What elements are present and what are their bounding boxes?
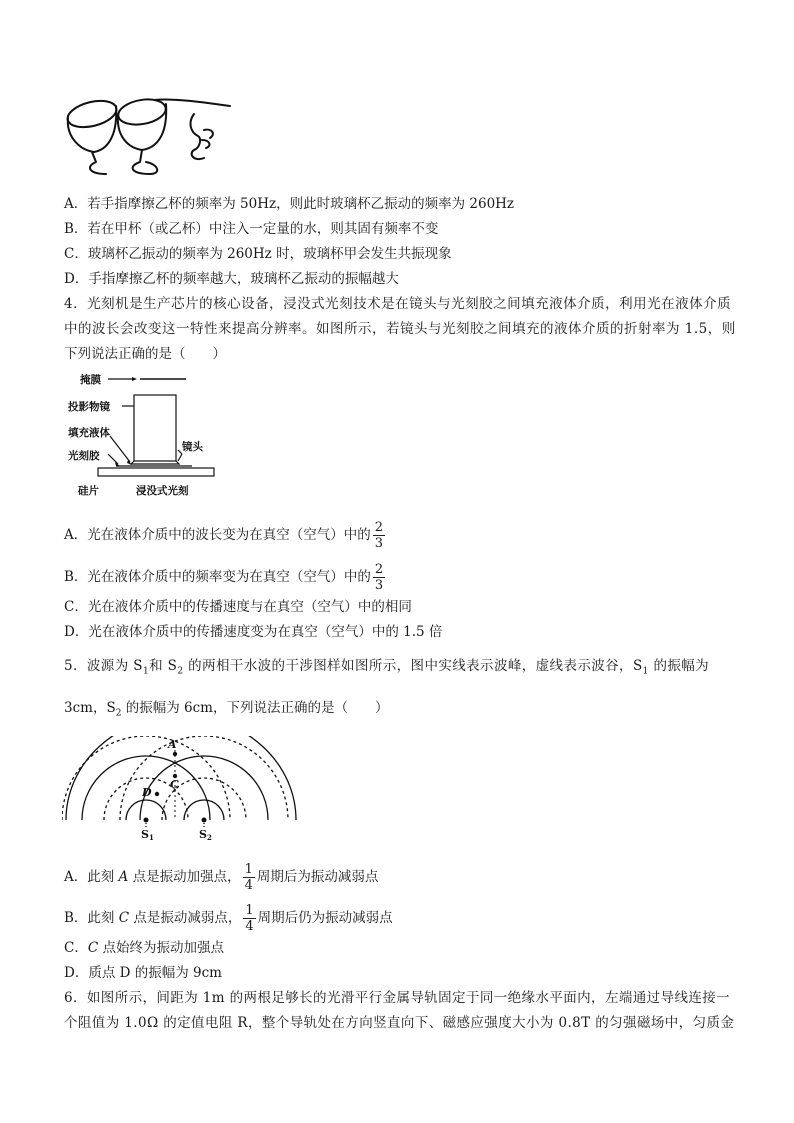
q5-option-c (64, 938, 224, 958)
q3-option-a: A．若手指摩擦乙杯的频率为 50Hz，则此时玻璃杯乙振动的频率为 260Hz (64, 196, 515, 212)
q6-stem-line2: 个阻值为 1.0Ω 的定值电阻 R，整个导轨处在方向竖直向下、磁感应强度大小为 0.8T 的匀强磁场中，匀质金 (64, 1015, 735, 1031)
q6-stem-line1: 6．如图所示，间距为 1m 的两根足够长的光滑平行金属导轨固定于同一绝缘水平面内，左端通过导线连接一 (64, 990, 731, 1006)
glasses-figure (62, 92, 232, 182)
q5-stem-part: 3cm，S (64, 700, 116, 716)
interference-figure (62, 736, 302, 846)
q3-option-c: C．玻璃杯乙振动的频率为 260Hz 时，玻璃杯甲会发生共振现象 (64, 246, 452, 262)
frac-num: 1 (245, 903, 254, 918)
opt-point: A (118, 869, 129, 885)
s2-letter: S (199, 828, 207, 841)
q3-option-d: D．手指摩擦乙杯的频率越大，玻璃杯乙振动的振幅越大 (64, 271, 399, 287)
opt-part: 周期后仍为振动减弱点 (257, 910, 393, 926)
sub: 1 (642, 666, 649, 677)
q5-stem-line1 (64, 656, 709, 682)
fraction-one-quarter (243, 862, 255, 893)
q5-option-a (64, 862, 378, 893)
s2-label (199, 828, 212, 842)
label-photoresist: 光刻胶 (68, 450, 100, 462)
label-silicon-wafer: 硅片 (78, 485, 99, 497)
q4-option-a-text: A．光在液体介质中的波长变为在真空（空气）中的 (64, 527, 371, 543)
sub: 1 (142, 666, 150, 677)
fraction-one-quarter (243, 903, 255, 934)
q3-option-b: B．若在甲杯（或乙杯）中注入一定量的水，则其固有频率不变 (64, 221, 439, 237)
opt-part: 点是振动加强点， (128, 869, 241, 885)
point-a-label: A (168, 738, 177, 751)
label-lens-head: 镜头 (182, 441, 203, 453)
opt-point: C (87, 940, 99, 956)
q4-stem-line1: 4．光刻机是生产芯片的核心设备，浸没式光刻技术是在镜头与光刻胶之间填充液体介质，利用光在液体介质 (64, 296, 732, 312)
sub: 2 (115, 708, 122, 719)
label-projection-lens: 投影物镜 (68, 401, 110, 413)
opt-part: 周期后为振动减弱点 (256, 869, 379, 885)
figure-caption: 浸没式光刻 (136, 485, 189, 497)
opt-part: 点始终为振动加强点 (98, 940, 224, 956)
q5-stem-part: 的振幅为 6cm，下列说法正确的是（ ） (121, 700, 389, 716)
s1-letter: S (141, 828, 149, 841)
q4-option-a (64, 520, 387, 551)
q5-stem-part: 的振幅为 (648, 658, 710, 674)
q4-option-d: D．光在液体介质中的传播速度变为在真空（空气）中的 1.5 倍 (64, 624, 443, 640)
point-d-label: D (142, 786, 152, 799)
frac-num: 1 (244, 862, 253, 877)
point-c-label: C (170, 778, 179, 791)
sub: 2 (177, 666, 184, 677)
q4-stem-line2: 中的波长会改变这一特性来提高分辨率。如图所示，若镜头与光刻胶之间填充的液体介质的折射率为 1.5，则 (64, 321, 736, 337)
opt-part: A．此刻 (64, 869, 119, 885)
q4-option-b-text: B．光在液体介质中的频率变为在真空（空气）中的 (64, 569, 371, 585)
q4-option-c: C．光在液体介质中的传播速度与在真空（空气）中的相同 (64, 599, 412, 615)
q5-stem-line2 (64, 698, 388, 724)
opt-part: C． (64, 940, 88, 956)
s1-sub: 1 (148, 833, 154, 842)
frac-den: 3 (374, 536, 384, 551)
q5-stem-part: 和 S (149, 658, 178, 674)
q5-stem-part: 的两相干水波的干涉图样如图所示，图中实线表示波峰，虚线表示波谷，S (183, 658, 643, 674)
fraction-two-thirds (373, 520, 385, 551)
frac-den: 4 (245, 919, 254, 934)
q5-stem-part: 5．波源为 S (64, 658, 143, 674)
label-mask: 掩膜 (80, 374, 101, 386)
lithography-figure (64, 370, 224, 500)
q4-option-b (64, 562, 387, 593)
opt-part: 点是振动减弱点， (129, 910, 242, 926)
opt-point: C (118, 910, 130, 926)
fraction-two-thirds (373, 562, 385, 593)
frac-den: 4 (244, 878, 253, 893)
frac-num: 2 (374, 520, 384, 535)
s2-sub: 2 (206, 833, 212, 842)
frac-den: 3 (374, 578, 384, 593)
opt-part: B．此刻 (64, 910, 119, 926)
label-fill-liquid: 填充液体 (68, 427, 110, 439)
frac-num: 2 (374, 562, 384, 577)
q4-stem-line3: 下列说法正确的是（ ） (64, 346, 226, 362)
s1-label (141, 828, 154, 842)
q5-option-b (64, 903, 393, 934)
q5-option-d: D．质点 D 的振幅为 9cm (64, 965, 222, 981)
